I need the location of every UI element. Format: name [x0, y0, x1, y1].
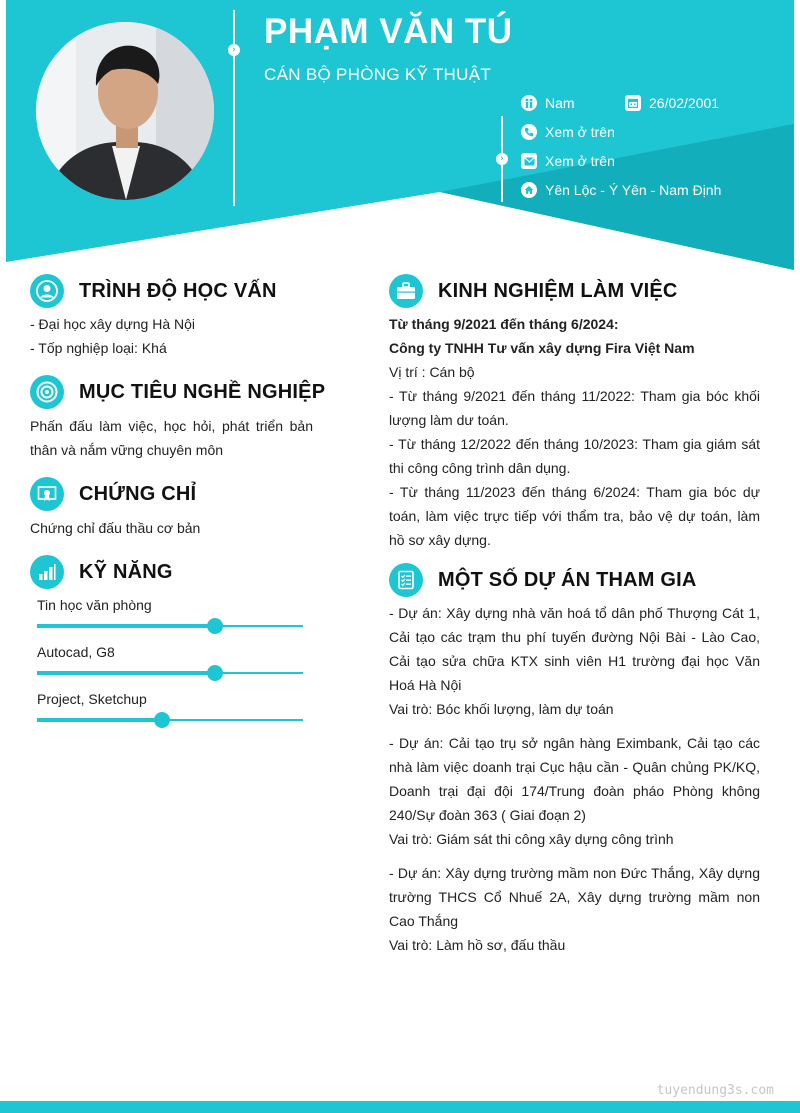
project-item	[389, 731, 760, 851]
checklist-icon	[389, 563, 423, 597]
phone-row	[521, 124, 615, 140]
objective-text: Phấn đấu làm việc, học hỏi, phát triển bản thân và nắm vững chuyên môn	[30, 418, 313, 458]
certificate-icon	[30, 477, 64, 511]
candidate-role: CÁN BỘ PHÒNG KỸ THUẬT	[264, 65, 492, 84]
skill-bar-knob	[207, 665, 223, 681]
skill-bar-knob	[154, 712, 170, 728]
skill-label: Tin học văn phòng	[37, 597, 152, 613]
header-divider-line	[233, 10, 235, 206]
chevron-right-icon: ›	[496, 153, 508, 165]
objective-title: MỤC TIÊU NGHỀ NGHIỆP	[79, 380, 326, 403]
projects-heading	[389, 563, 697, 597]
education-content	[30, 312, 320, 360]
skill-bar-fill	[37, 718, 162, 722]
skill-bar	[37, 625, 303, 627]
phone-icon	[521, 124, 537, 140]
experience-company: Công ty TNHH Tư vấn xây dựng Fira Việt Nam	[389, 340, 695, 356]
gender-icon	[521, 95, 537, 111]
experience-period: Từ tháng 9/2021 đến tháng 6/2024:	[389, 316, 619, 332]
project-description: - Dự án: Cải tạo trụ sở ngân hàng Eximbank, Cải tạo các nhà làm việc doanh trại Cục hậu cần - Quân chủng PK/KQ, Doanh trại đại đội 174/Trung đoàn pháo Phòng không 240/Sự đoàn 363 ( Giai đoạn 2)	[389, 735, 760, 823]
user-icon	[30, 274, 64, 308]
projects-content	[389, 601, 760, 957]
project-item	[389, 861, 760, 957]
experience-title: KINH NGHIỆM LÀM VIỆC	[438, 279, 678, 302]
project-role: Vai trò: Làm hồ sơ, đấu thầu	[389, 937, 566, 953]
skill-bar-knob	[207, 618, 223, 634]
briefcase-icon	[389, 274, 423, 308]
skill-bar-fill	[37, 671, 215, 675]
birthdate-row	[625, 95, 719, 111]
chevron-right-icon: ›	[228, 44, 240, 56]
skills-heading	[30, 555, 173, 589]
project-description: - Dự án: Xây dựng trường mầm non Đức Thắng, Xây dựng trường THCS Cổ Nhuế 2A, Xây dựng trường mầm non Cao Thắng	[389, 865, 760, 929]
watermark: tuyendung3s.com	[656, 1083, 774, 1098]
avatar	[36, 22, 214, 200]
skill-bar	[37, 719, 303, 721]
skills-title: KỸ NĂNG	[79, 560, 173, 583]
project-role: Vai trò: Giám sát thi công xây dựng công trình	[389, 831, 674, 847]
education-title: TRÌNH ĐỘ HỌC VẤN	[79, 279, 277, 302]
chart-icon	[30, 555, 64, 589]
experience-task: - Từ tháng 9/2021 đến tháng 11/2022: Tham gia bóc khối lượng làm dư toán.	[389, 388, 760, 428]
skill-bar-fill	[37, 624, 215, 628]
address-row	[521, 182, 721, 198]
project-description: - Dự án: Xây dựng nhà văn hoá tổ dân phố Thượng Cát 1, Cải tạo các trạm thu phí tuyến đường Nội Bài - Lào Cao, Cải tạo sửa chữa KTX sinh viên H1 trường đại học Văn Hoá Hà Nội	[389, 605, 760, 693]
objective-heading	[30, 375, 325, 409]
education-heading	[30, 274, 277, 308]
certificates-text: Chứng chỉ đấu thầu cơ bản	[30, 520, 201, 536]
email-row	[521, 153, 615, 169]
envelope-icon	[521, 153, 537, 169]
address-value: Yên Lộc - Ý Yên - Nam Định	[545, 182, 722, 198]
experience-task: - Từ tháng 11/2023 đến tháng 6/2024: Tham gia bóc dự toán, làm việc trực tiếp với thẩm tra, bảo vệ dự toán, làm hồ sơ xây dựng.	[389, 484, 760, 548]
candidate-name: PHẠM VĂN TÚ	[264, 12, 513, 51]
gender-row	[521, 95, 575, 111]
certificates-heading	[30, 477, 196, 511]
skill-bar	[37, 672, 303, 674]
certificates-title: CHỨNG CHỈ	[79, 482, 197, 505]
birthdate-value: 26/02/2001	[649, 95, 720, 111]
project-item	[389, 601, 760, 721]
phone-value: Xem ở trên	[545, 124, 615, 140]
experience-task: - Từ tháng 12/2022 đến tháng 10/2023: Tham gia giám sát thi công công trình dân dụng.	[389, 436, 760, 476]
experience-heading	[389, 274, 678, 308]
skill-label: Autocad, G8	[37, 644, 115, 660]
experience-content	[389, 312, 760, 552]
home-icon	[521, 182, 537, 198]
education-line: - Tốp nghiệp loại: Khá	[30, 340, 167, 356]
email-value: Xem ở trên	[545, 153, 615, 169]
target-icon	[30, 375, 64, 409]
footer-bar	[0, 1101, 800, 1113]
projects-title: MỘT SỐ DỰ ÁN THAM GIA	[438, 568, 697, 591]
project-role: Vai trò: Bóc khối lượng, làm dự toán	[389, 701, 614, 717]
education-line: - Đại học xây dựng Hà Nội	[30, 316, 195, 332]
skill-label: Project, Sketchup	[37, 691, 147, 707]
experience-position: Vị trí : Cán bộ	[389, 364, 475, 380]
gender-value: Nam	[545, 95, 575, 111]
calendar-icon	[625, 95, 641, 111]
